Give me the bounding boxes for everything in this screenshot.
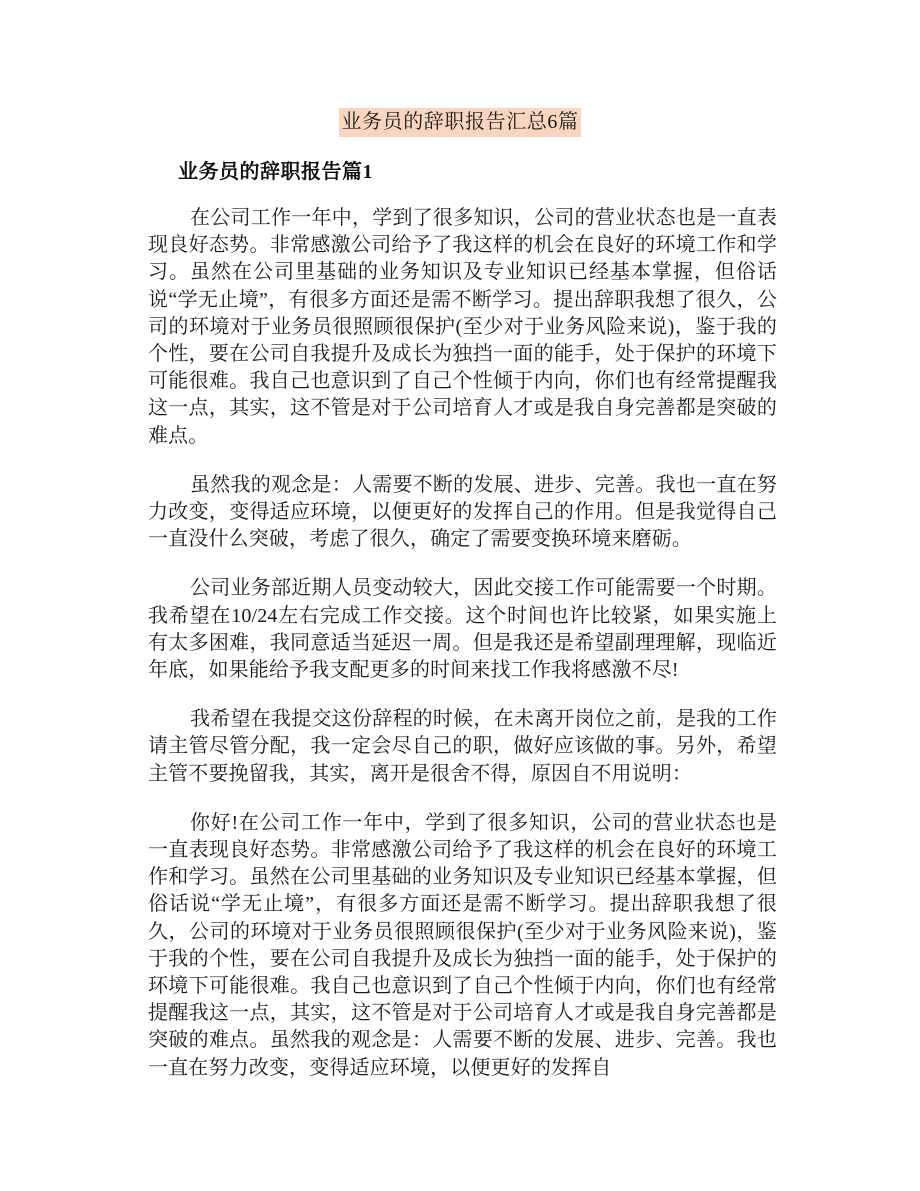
- document-title: 业务员的辞职报告汇总6篇: [339, 108, 580, 137]
- paragraph: 虽然我的观念是：人需要不断的发展、进步、完善。我也一直在努力改变，变得适应环境，以便更好的发挥自己的作用。但是我觉得自己一直没什么突破，考虑了很久，确定了需要变换环境来磨砺。: [148, 473, 777, 551]
- paragraph: 我希望在我提交这份辞程的时候，在未离开岗位之前，是我的工作请主管尽管分配，我一定会尽自己的职，做好应该做的事。另外，希望主管不要挽留我，其实，离开是很舍不得，原因自不用说明：: [148, 708, 777, 785]
- section-heading: 业务员的辞职报告篇1: [178, 161, 373, 183]
- paragraph: 在公司工作一年中，学到了很多知识，公司的营业状态也是一直表现良好态势。非常感激公司给予了我这样的机会在良好的环境工作和学习。虽然在公司里基础的业务知识及专业知识已经基本掌握，但俗话说“学无止境”，有很多方面还是需不断学习。提出辞职我想了很久，公司的环境对于业务员很照顾很保护(至少对于业务风险来说)，鉴于我的个性，要在公司自我提升及成长为独挡一面的能手，处于保护的环境下可能很难。我自己也意识到了自己个性倾于内向，你们也有经常提醒我这一点，其实，这不管是对于公司培育人才或是我自身完善都是突破的难点。: [148, 207, 777, 447]
- document-body: [148, 205, 777, 1082]
- paragraph: 你好!在公司工作一年中，学到了很多知识，公司的营业状态也是一直表现良好态势。非常感激公司给予了我这样的机会在良好的环境工作和学习。虽然在公司里基础的业务知识及专业知识已经基本掌握，但俗话说“学无止境”，有很多方面还是需不断学习。提出辞职我想了很久，公司的环境对于业务员很照顾很保护(至少对于业务风险来说)，鉴于我的个性，要在公司自我提升及成长为独挡一面的能手，处于保护的环境下可能很难。我自己也意识到了自己个性倾于内向，你们也有经常提醒我这一点，其实，这不管是对于公司培育人才或是我自身完善都是突破的难点。虽然我的观念是：人需要不断的发展、进步、完善。我也一直在努力改变，变得适应环境，以便更好的发挥自: [148, 811, 777, 1079]
- paragraph: 公司业务部近期人员变动较大，因此交接工作可能需要一个时期。我希望在10/24左右完成工作交接。这个时间也许比较紧，如果实施上有太多困难，我同意适当延迟一周。但是我还是希望副理理解，现临近年底，如果能给予我支配更多的时间来找工作我将感激不尽!: [148, 577, 777, 682]
- document-title-row: [0, 108, 920, 137]
